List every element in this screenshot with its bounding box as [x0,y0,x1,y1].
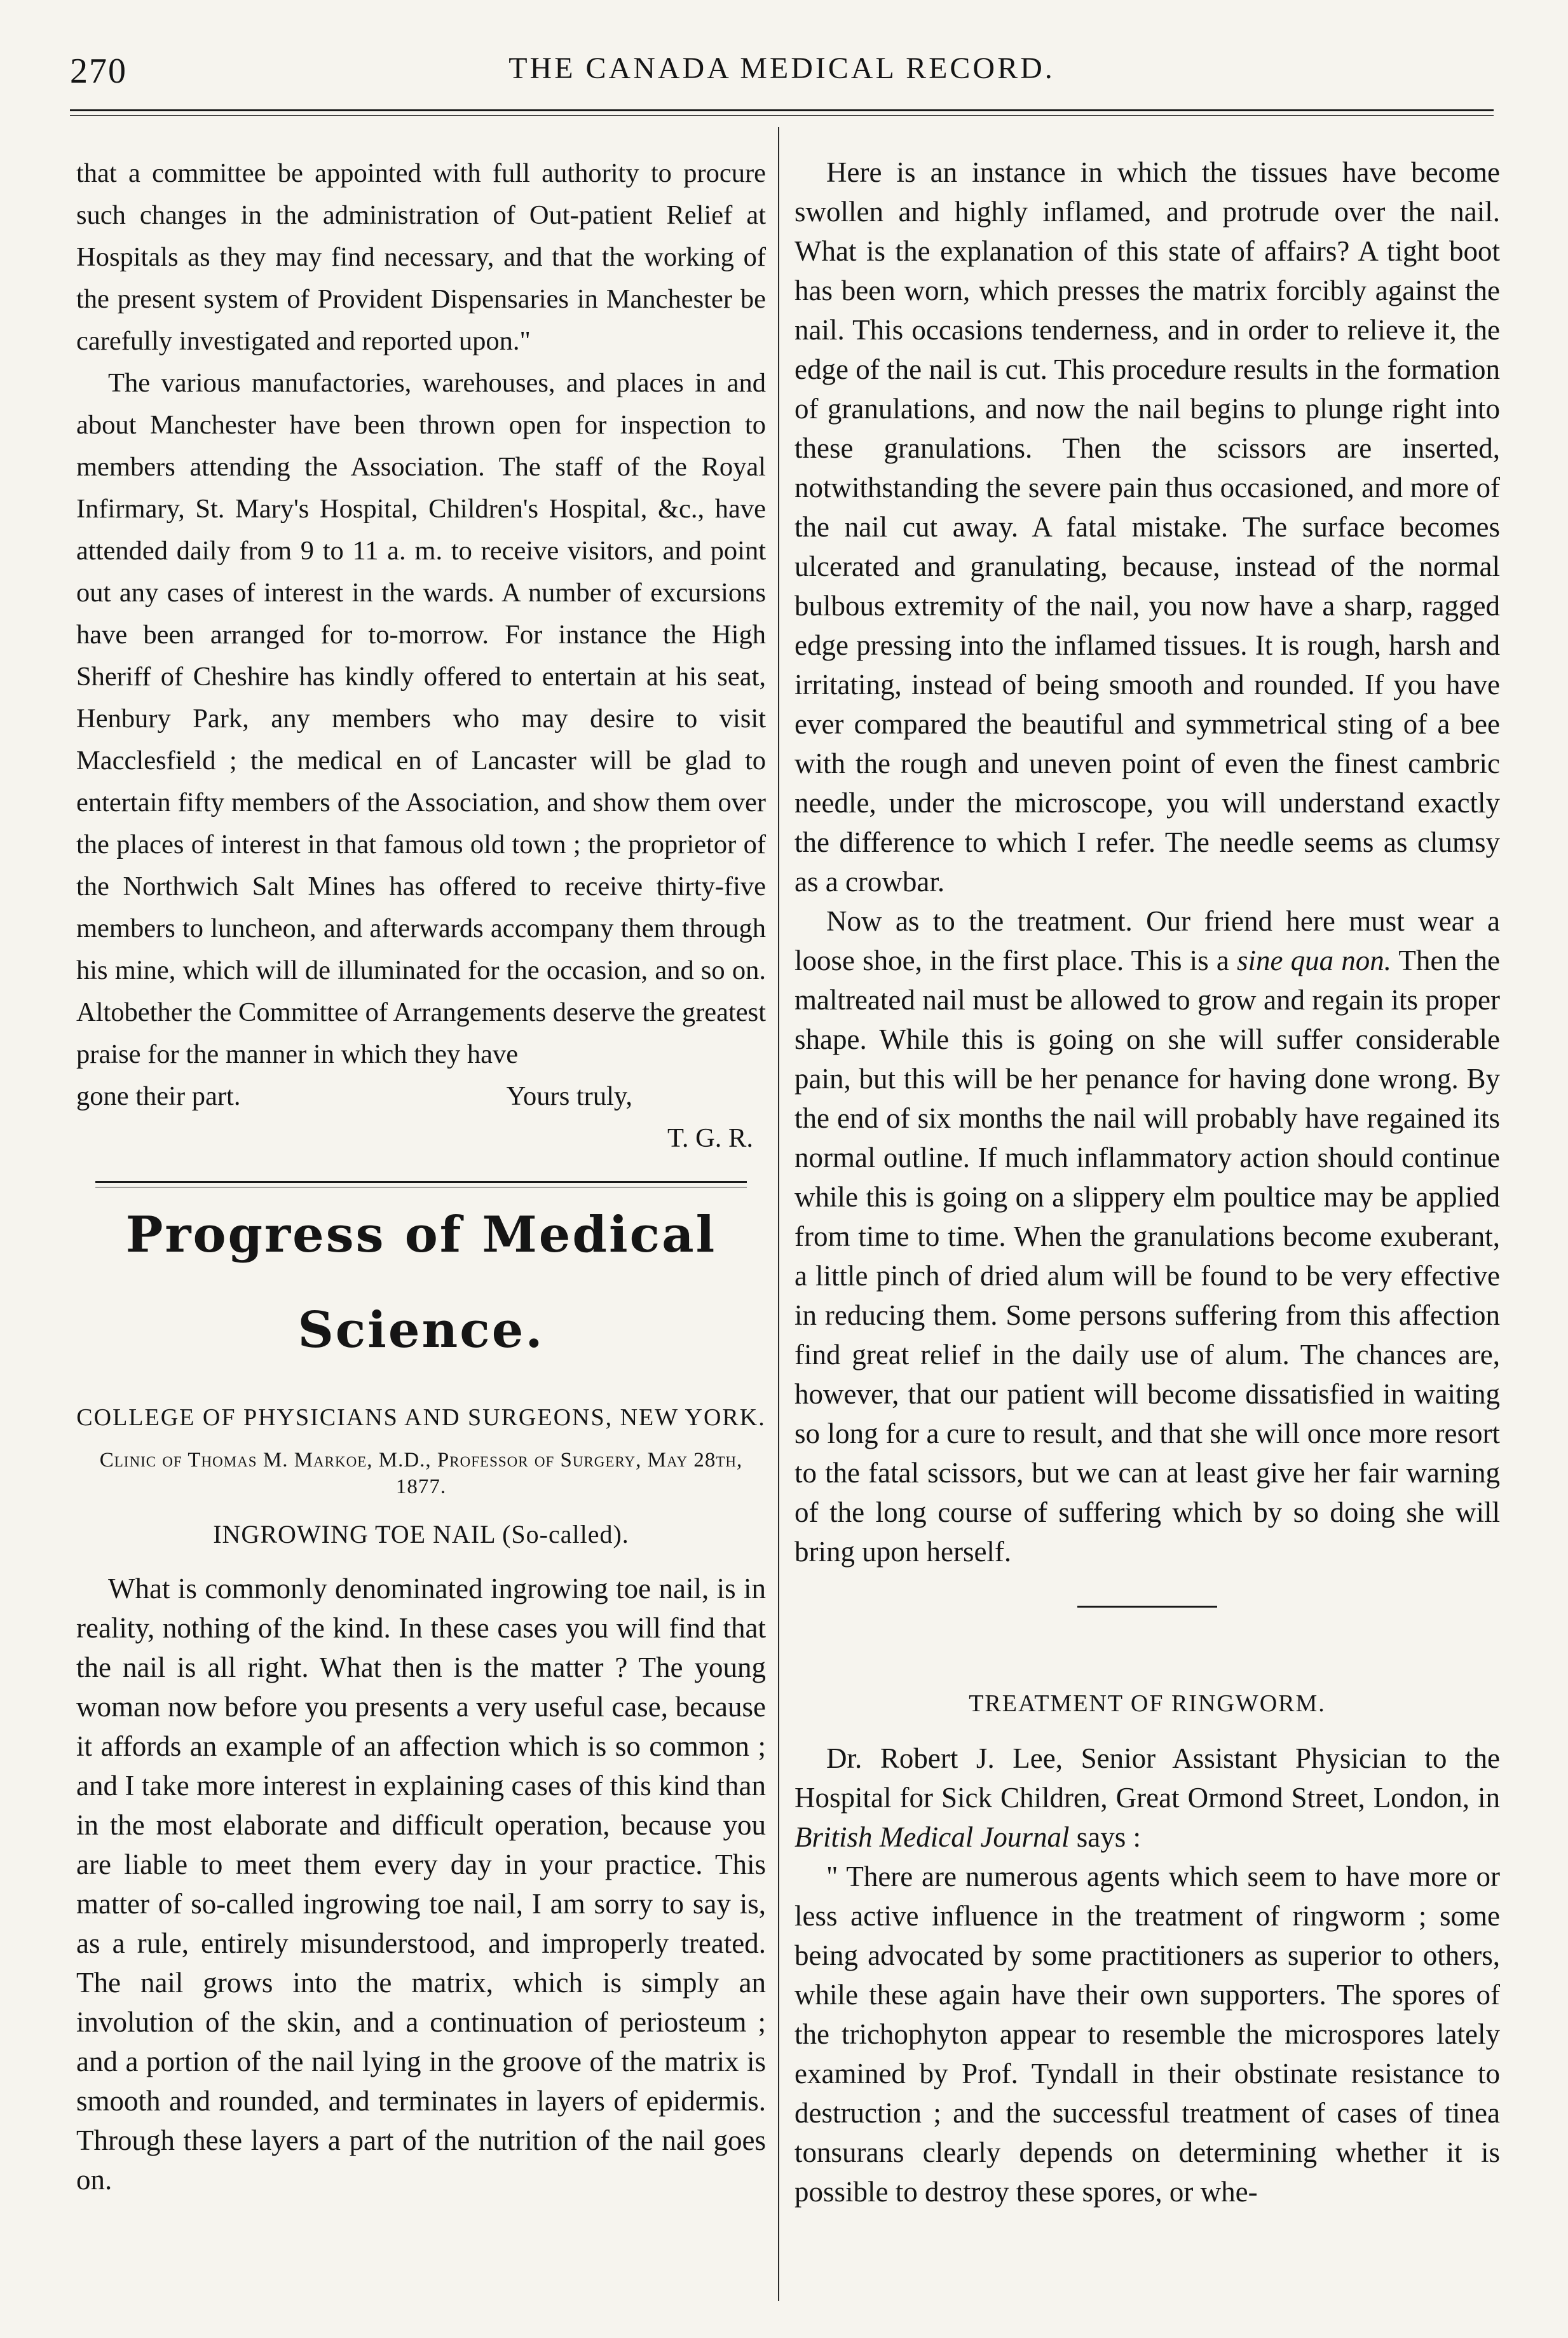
article-separator [1077,1606,1217,1608]
page-number: 270 [70,51,127,91]
right-column [794,153,1500,2212]
ringworm-paragraph [794,1739,1500,1857]
text-run: says : [1076,1821,1141,1853]
letter-last-line: gone their part. [76,1081,241,1111]
article-paragraph: Here is an instance in which the tissues have become swollen and highly inflamed, and protrude over the nail. What is the explanation of this state of affairs? A tight boot has been worn, which presses the matrix forcibly against the nail. This occasions tenderness, and in order to relieve it, the edge of the nail is cut. This procedure results in the formation of granulations, and now the nail begins to plunge right into these granulations. Then the scissors are inserted, notwithstanding the severe pain thus occasioned, and more of the nail cut away. A fatal mistake. The surface becomes ulcerated and granulating, because, instead of the normal bulbous extremity of the nail, you now have a sharp, ragged edge pressing into the inflamed tissues. It is rough, harsh and irritating, instead of being smooth and rounded. If you have ever compared the beautiful and symmetrical sting of a bee with the rough and uneven point of even the finest cambric needle, under the microscope, you will understand exactly the difference to which I refer. The needle seems as clumsy as a crowbar. [794,156,1500,898]
journal-name: British Medical Journal [794,1821,1070,1853]
quoted-paragraph: " There are numerous agents which seem to have more or less active influence in the treatment of ringworm ; some being advocated by some practitioners as superior to others, while these again have their own supporters. The spores of the trichophyton appear to resemble the microspores lately examined by Prof. Tyndall in their obstinate resistance to destruction ; and the successful treatment of cases of tinea tonsurans clearly depends on determining whether it is possible to destroy these spores, or whe- [794,1861,1500,2208]
letter-closing-row [76,1076,766,1118]
letter-paragraph: that a committee be appointed with full authority to procure such changes in the administration of Out-patient Relief at Hospitals as they may find necessary, and that the working of the present system of Provident Dispensaries in Manchester be carefully investigated and reported upon." [76,158,766,356]
journal-title: THE CANADA MEDICAL RECORD. [508,51,1055,85]
letter-closing: Yours truly, [506,1081,632,1111]
column-divider [778,127,779,2301]
running-head [70,51,1494,102]
text-run: Dr. Robert J. Lee, Senior Assistant Physician to the Hospital for Sick Children, Great Ormond Street, London, in [794,1742,1500,1814]
text-run: Then the maltreated nail must be allowed to grow and regain its proper shape. While this is going on she will suffer considerable pain, but this will be her penance for having done wrong. By the end of six months the nail will probably have regained its normal outline. If much inflammatory action should continue while this is going on a slippery elm poultice may be applied from time to time. When the granulations become exuberant, a little pinch of dried alum will be found to be very effective in reducing them. Some persons suffering from this affection find great relief in the daily use of alum. The chances are, however, that our patient will become dissatisfied in waiting so long for a cure to result, and that she will once more resort to the fatal scissors, but we can at least give her fair warning of the long course of suffering which by so doing she will bring upon herself. [794,945,1501,1568]
clinic-line: Clinic of Thomas M. Markoe, M.D., Professor of Surgery, May 28th, 1877. [99,1449,743,1498]
text-run: Now as to the treatment. Our friend here must wear a loose shoe, in the first place. This is a [794,905,1500,976]
section-title: Progress of Medical Science. [125,1206,717,1359]
treatment-paragraph [794,901,1500,1571]
article-title: INGROWING TOE NAIL (So-called). [213,1520,629,1548]
letter-signature: T. G. R. [667,1123,753,1153]
article-title: TREATMENT OF RINGWORM. [969,1690,1326,1717]
italic-phrase: sine qua non. [1237,945,1392,976]
left-column [76,153,766,2199]
section-rule [95,1181,747,1187]
letter-paragraph: The various manufactories, warehouses, and places in and about Manchester have been thrown open for inspection to members attending the Association. The staff of the Royal Infirmary, St. Mary's Hospital, Children's Hospital, &c., have attended daily from 9 to 11 a. m. to receive visitors, and point out any cases of interest in the wards. A number of excursions have been arranged for to-morrow. For instance the High Sheriff of Cheshire has kindly offered to entertain at his seat, Henbury Park, any members who may desire to visit Macclesfield ; the medical en of Lancaster will be glad to entertain fifty members of the Association, and show them over the places of interest in that famous old town ; the proprietor of the Northwich Salt Mines has offered to receive thirty-five members to luncheon, and afterwards accompany them through his mine, which will de illuminated for the occasion, and so on. Altobether the Committee of Arrangements deserve the greatest praise for the manner in which they have [76,368,766,1069]
college-heading: COLLEGE OF PHYSICIANS AND SURGEONS, NEW YORK. [76,1404,766,1431]
article-paragraph: What is commonly denominated ingrowing toe nail, is in reality, nothing of the kind. In these cases you will find that the nail is all right. What then is the matter ? The young woman now before you presents a very useful case, because it affords an example of an affection which is so common ; and I take more interest in explaining cases of this kind than in the most elaborate and difficult operation, because you are liable to meet them every day in your practice. This matter of so-called ingrowing toe nail, I am sorry to say is, as a rule, entirely misunderstood, and improperly treated. The nail grows into the matrix, which is simply an involution of the skin, and a continuation of periosteum ; and a portion of the nail lying in the groove of the matrix is smooth and rounded, and terminates in layers of epidermis. Through these layers a part of the nutrition of the nail goes on. [76,1573,766,2196]
header-rule [70,109,1494,116]
